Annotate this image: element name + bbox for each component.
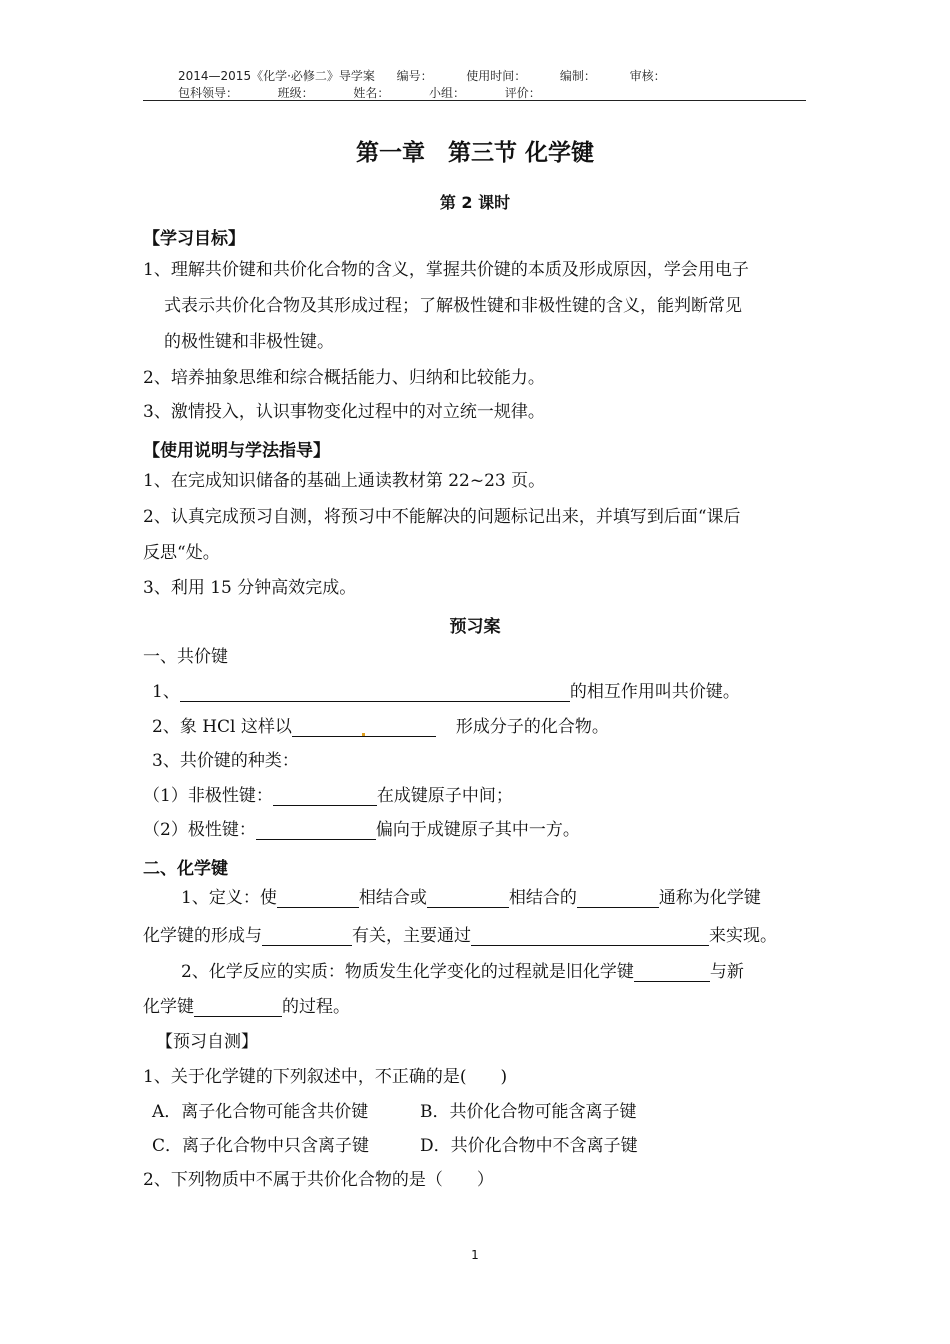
option-1c: C．离子化合物中只含离子键: [152, 1136, 370, 1156]
header-eval-label: 评价：: [504, 86, 541, 100]
option-1a: A．离子化合物可能含共价键: [152, 1102, 369, 1122]
blank-1[interactable]: [180, 683, 570, 702]
header-time-label: 使用时间：: [466, 69, 527, 83]
blank-2[interactable]: [292, 718, 436, 737]
blank-11[interactable]: [194, 998, 282, 1017]
objective-1-line-2: 式表示共价化合物及其形成过程；了解极性键和非极性键的含义，能判断常见: [164, 296, 742, 316]
header-line-1: [178, 67, 666, 84]
header-editor-label: 编制：: [559, 69, 596, 83]
question-2: 2、象 HCl 这样以 形成分子的化合物。: [152, 717, 609, 737]
objectives-heading: 【学习目标】: [143, 229, 245, 249]
header-leader-label: 包科领导：: [178, 86, 239, 100]
blank-3[interactable]: [273, 787, 377, 806]
page-title: 第一章 第三节 化学键: [355, 140, 594, 166]
part-2-heading: 二、化学键: [143, 859, 228, 879]
blank-9[interactable]: [471, 927, 709, 946]
guide-heading: 【使用说明与学法指导】: [143, 441, 330, 461]
formation-line: 化学键的形成与 有关，主要通过 来实现。: [143, 926, 777, 946]
option-1d: D．共价化合物中不含离子键: [420, 1136, 638, 1156]
header-line-2: [178, 84, 541, 101]
blank-4[interactable]: [256, 821, 376, 840]
definition-line: 1、定义：使 相结合或 相结合的 通称为化学键: [181, 888, 761, 908]
blank-10[interactable]: [634, 963, 710, 982]
lesson-subtitle: 第 2 课时: [439, 193, 511, 212]
selftest-heading: 【预习自测】: [156, 1032, 258, 1052]
reaction-line-2: 化学键 的过程。: [143, 997, 350, 1017]
header-number-label: 编号：: [396, 69, 433, 83]
guide-2-line-2: 反思“处。: [143, 543, 220, 563]
preview-heading: 预习案: [449, 617, 501, 637]
guide-3: 3、利用 15 分钟高效完成。: [143, 578, 357, 598]
blank-7[interactable]: [577, 889, 659, 908]
part-1-heading: 一、共价键: [143, 647, 228, 667]
guide-2-line-1: 2、认真完成预习自测，将预习中不能解决的问题标记出来，并填写到后面“课后: [143, 507, 741, 527]
question-3-1: （1）非极性键： 在成键原子中间；: [143, 786, 513, 806]
blank-6[interactable]: [427, 889, 509, 908]
page-number: 1: [471, 1248, 479, 1262]
header-class-label: 班级：: [277, 86, 314, 100]
guide-1: 1、在完成知识储备的基础上通读教材第 22~23 页。: [143, 471, 546, 491]
selftest-question-1: 1、关于化学键的下列叙述中，不正确的是( ): [143, 1067, 508, 1087]
header-name-label: 姓名：: [353, 86, 390, 100]
question-1: 1、 的相互作用叫共价键。: [152, 682, 740, 702]
objective-1-line-3: 的极性键和非极性键。: [164, 332, 334, 352]
option-1b: B．共价化合物可能含离子键: [420, 1102, 637, 1122]
header-rule: [143, 100, 806, 101]
question-3-2: （2）极性键： 偏向于成键原子其中一方。: [143, 820, 580, 840]
reaction-line-1: 2、化学反应的实质：物质发生化学变化的过程就是旧化学键 与新: [181, 962, 744, 982]
selftest-question-2: 2、下列物质中不属于共价化合物的是（ ）: [143, 1170, 494, 1190]
objective-2: 2、培养抽象思维和综合概括能力、归纳和比较能力。: [143, 368, 545, 388]
blank-8[interactable]: [262, 927, 352, 946]
objective-3: 3、激情投入，认识事物变化过程中的对立统一规律。: [143, 402, 545, 422]
objective-1-line-1: 1、理解共价键和共价化合物的含义，掌握共价键的本质及形成原因，学会用电子: [143, 260, 749, 280]
blank-5[interactable]: [277, 889, 359, 908]
header-reviewer-label: 审核：: [629, 69, 666, 83]
question-3: 3、共价键的种类：: [152, 751, 299, 771]
header-group-label: 小组：: [429, 86, 466, 100]
header-doc-title: 2014—2015《化学·必修二》导学案: [178, 69, 375, 83]
